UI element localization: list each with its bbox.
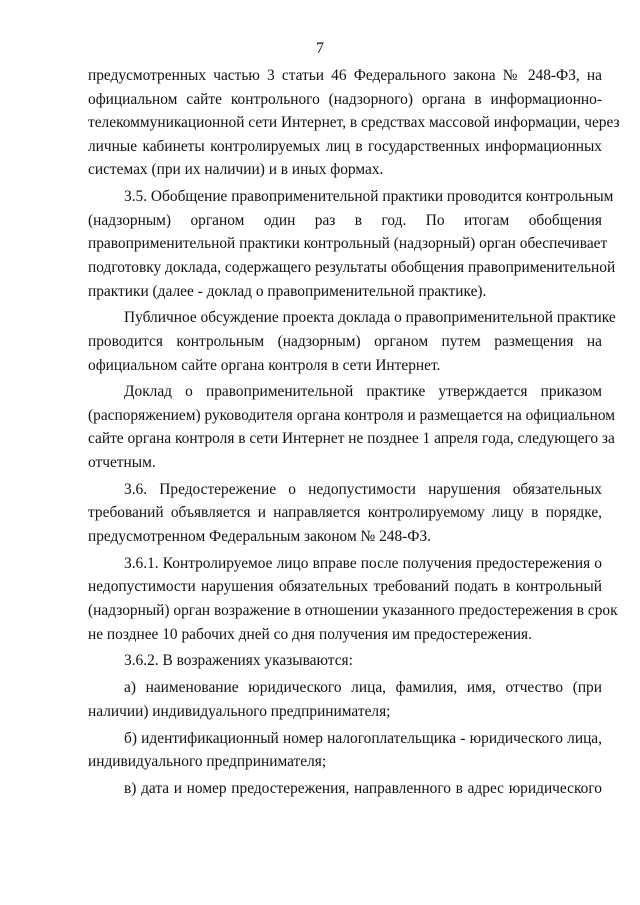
text-line: не позднее 10 рабочих дней со дня получения им предостережения. — [88, 625, 532, 643]
paragraph — [88, 649, 602, 673]
text-line: (надзорный) орган возражение в отношении указанного предостережения в срок — [88, 602, 618, 619]
text-line: Доклад о правоприменительной практике утверждается приказом — [124, 383, 602, 401]
text-line: в) дата и номер предостережения, направленного в адрес юридического — [124, 779, 602, 797]
paragraph — [88, 64, 620, 182]
text-line: подготовку доклада, содержащего результаты обобщения правоприменительной — [88, 258, 616, 276]
text-line: 3.6.2. В возражениях указываются: — [124, 652, 353, 670]
paragraph — [88, 777, 602, 801]
paragraph — [88, 478, 602, 549]
text-line: официальном сайте органа контроля в сети Интернет. — [88, 356, 441, 374]
text-line: б) идентификационный номер налогоплательщика - юридического лица, — [124, 729, 602, 747]
text-line: 3.6.1. Контролируемое лицо вправе после получения предостережения о — [124, 554, 602, 572]
paragraph — [88, 727, 602, 774]
paragraph — [88, 185, 616, 303]
text-line: Публичное обсуждение проекта доклада о правоприменительной практике — [124, 309, 616, 327]
document-body — [88, 64, 620, 804]
text-line: телекоммуникационной сети Интернет, в средствах массовой информации, через — [88, 114, 620, 132]
text-line: официальном сайте контрольного (надзорного) органа в информационно- — [88, 90, 602, 108]
text-line: сайте органа контроля в сети Интернет не позднее 1 апреля года, следующего за — [88, 430, 615, 448]
text-line: практики (далее - доклад о правоприменительной практике). — [88, 282, 487, 300]
text-line: недопустимости нарушения обязательных требований подать в контрольный — [88, 578, 602, 596]
text-line: системах (при их наличии) и в иных формах. — [88, 161, 384, 179]
text-line: предусмотренном Федеральным законом № 248-ФЗ. — [88, 528, 432, 546]
text-line: (распоряжением) руководителя органа контроля и размещается на официальном — [88, 406, 616, 424]
paragraph — [88, 676, 602, 723]
text-line: правоприменительной практики контрольный (надзорный) орган обеспечивает — [88, 235, 608, 253]
paragraph — [88, 552, 618, 646]
text-line: а) наименование юридического лица, фамилия, имя, отчество (при — [124, 679, 602, 697]
text-line: отчетным. — [88, 454, 156, 472]
text-line: 3.5. Обобщение правоприменительной практики проводится контрольным — [124, 188, 614, 206]
text-line: 3.6. Предостережение о недопустимости нарушения обязательных — [124, 480, 602, 498]
text-line: индивидуального предпринимателя; — [88, 753, 327, 771]
paragraph — [88, 380, 616, 474]
text-line: наличии) индивидуального предпринимателя; — [88, 702, 391, 720]
text-line: предусмотренных частью 3 статьи 46 Федерального закона № 248-ФЗ, на — [88, 67, 602, 84]
paragraph — [88, 306, 616, 377]
text-line: личные кабинеты контролируемых лиц в государственных информационных — [88, 137, 602, 155]
text-line: (надзорным) органом один раз в год. По итогам обобщения — [88, 211, 602, 229]
text-line: требований объявляется и направляется контролируемому лицу в порядке, — [88, 504, 602, 522]
page-number: 7 — [316, 40, 324, 57]
text-line: проводится контрольным (надзорным) органом путем размещения на — [88, 332, 602, 350]
